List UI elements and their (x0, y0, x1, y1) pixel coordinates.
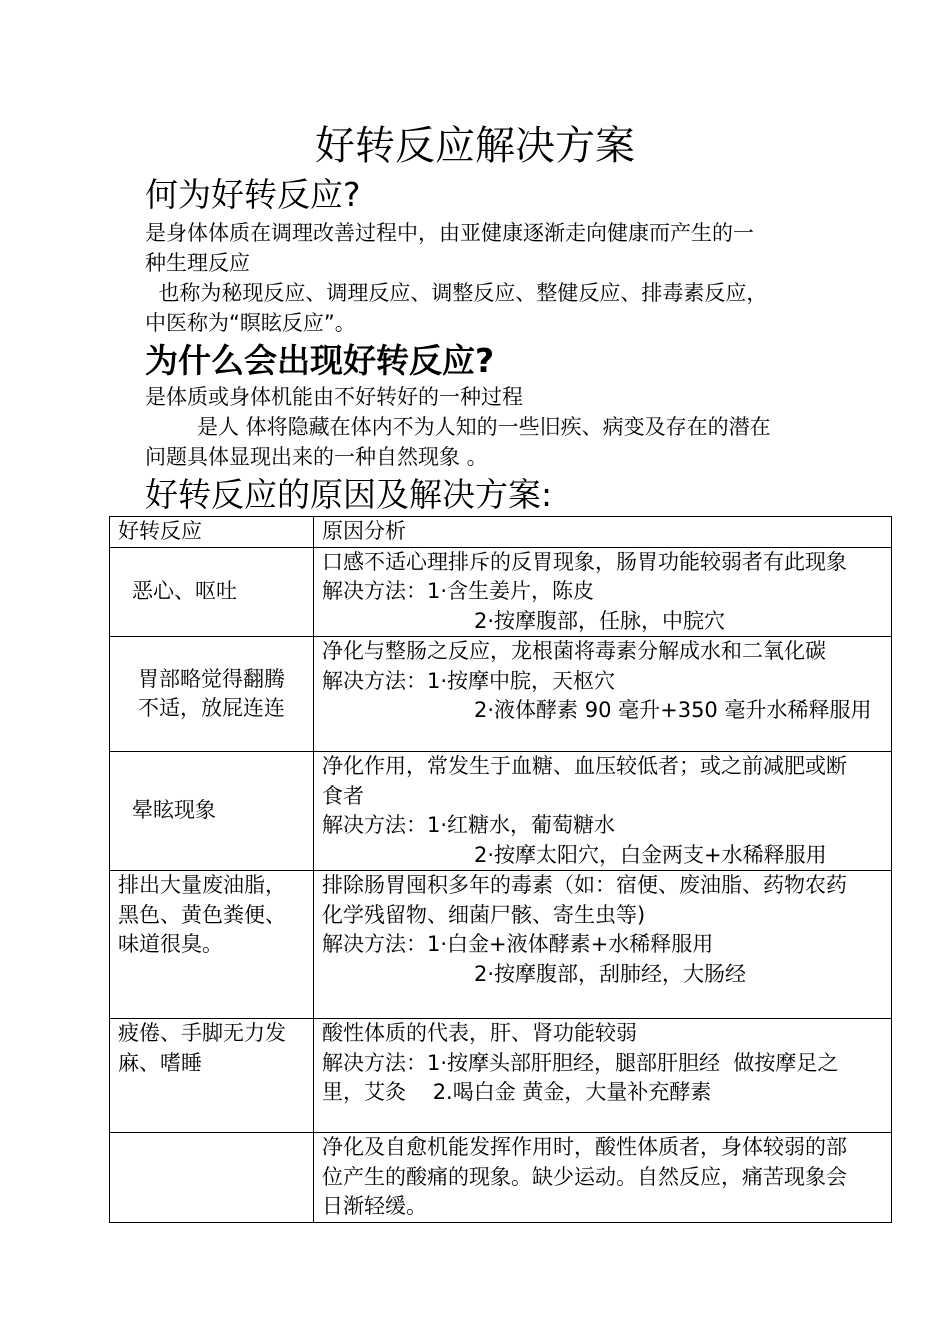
paragraph-line: 是身体体质在调理改善过程中，由亚健康逐渐走向健康而产生的一 (145, 221, 754, 245)
table-row (110, 547, 892, 637)
paragraph-line: 是人 体将隐藏在体内不为人知的一些旧疾、病变及存在的潜在 (197, 415, 771, 439)
reaction-text: 排出大量废油脂， (118, 873, 286, 897)
analysis-text: 日渐轻缓。 (322, 1194, 427, 1218)
analysis-text: 酸性体质的代表，肝、肾功能较弱 (322, 1021, 637, 1045)
analysis-text: 2·按摩腹部，任脉，中脘穴 (474, 608, 726, 633)
analysis-text: 净化及自愈机能发挥作用时，酸性体质者，身体较弱的部 (322, 1135, 847, 1159)
analysis-text: 2·按摩太阳穴，白金两支+水稀释服用 (474, 842, 827, 867)
reaction-text: 麻、嗜睡 (118, 1050, 202, 1075)
analysis-text: 里，艾灸 2.喝白金 黄金，大量补充酵素 (322, 1080, 712, 1104)
document-title: 好转反应解决方案 (315, 123, 635, 169)
analysis-text: 化学残留物、细菌尸骸、寄生虫等) (322, 902, 646, 927)
reaction-cell (110, 637, 314, 752)
analysis-text: 2·液体酵素 90 毫升+350 毫升水稀释服用 (474, 698, 872, 722)
reaction-text: 晕眩现象 (132, 798, 216, 823)
paragraph-line: 中医称为“瞑眩反应”。 (145, 311, 356, 335)
reaction-text: 黑色、黄色粪便、 (118, 902, 286, 927)
table-header-cell: 好转反应 (110, 517, 314, 548)
analysis-text: 解决方法：1·按摩中脘，天枢穴 (322, 668, 616, 693)
analysis-text: 净化作用，常发生于血糖、血压较低者；或之前减肥或断 (322, 754, 847, 778)
table-row (110, 871, 892, 1019)
reaction-cell (110, 871, 314, 1019)
table-row (110, 1019, 892, 1133)
paragraph-line: 种生理反应 (145, 251, 250, 275)
reaction-cell (110, 752, 314, 871)
reaction-text: 疲倦、手脚无力发 (118, 1021, 286, 1045)
reaction-text: 不适，放屁连连 (138, 696, 285, 720)
paragraph-line: 是体质或身体机能由不好转好的一种过程 (145, 385, 523, 409)
reaction-text: 胃部略觉得翻腾 (138, 666, 285, 691)
analysis-text: 口感不适心理排斥的反胃现象，肠胃功能较弱者有此现象 (322, 549, 847, 574)
analysis-cell (314, 1019, 892, 1133)
reaction-cell (110, 1019, 314, 1133)
analysis-text: 食者 (322, 783, 364, 808)
analysis-text: 位产生的酸痛的现象。缺少运动。自然反应，痛苦现象会 (322, 1164, 847, 1189)
reaction-text: 味道很臭。 (118, 932, 223, 956)
table-row (110, 752, 892, 871)
analysis-text: 排除肠胃囤积多年的毒素（如：宿便、废油脂、药物农药 (322, 873, 847, 897)
analysis-text: 净化与整肠之反应，龙根菌将毒素分解成水和二氧化碳 (322, 639, 826, 663)
table-row (110, 637, 892, 752)
reaction-cell (110, 1133, 314, 1223)
paragraph-line: 问题具体显现出来的一种自然现象 。 (145, 445, 488, 469)
reaction-text: 恶心、呕吐 (132, 579, 237, 603)
reaction-table (109, 516, 892, 1223)
analysis-cell (314, 871, 892, 1019)
analysis-text: 2·按摩腹部，刮肺经，大肠经 (474, 961, 747, 986)
analysis-text: 解决方法：1·按摩头部肝胆经，腿部肝胆经 做按摩足之 (322, 1050, 839, 1075)
section-heading-solutions: 好转反应的原因及解决方案: (145, 475, 553, 514)
reaction-cell (110, 547, 314, 637)
analysis-cell (314, 637, 892, 752)
analysis-text: 解决方法：1·白金+液体酵素+水稀释服用 (322, 932, 714, 956)
analysis-text: 解决方法：1·含生姜片，陈皮 (322, 579, 595, 603)
section-heading-what: 何为好转反应? (145, 175, 361, 214)
table-header-cell: 原因分析 (314, 517, 892, 548)
analysis-cell (314, 1133, 892, 1223)
table-row (110, 1133, 892, 1223)
table-header-row (110, 517, 892, 548)
paragraph-line: 也称为秘现反应、调理反应、调整反应、整健反应、排毒素反应， (145, 281, 768, 305)
analysis-cell (314, 752, 892, 871)
analysis-text: 解决方法：1·红糖水，葡萄糖水 (322, 813, 616, 837)
analysis-cell (314, 547, 892, 637)
section-heading-why: 为什么会出现好转反应? (145, 341, 495, 380)
